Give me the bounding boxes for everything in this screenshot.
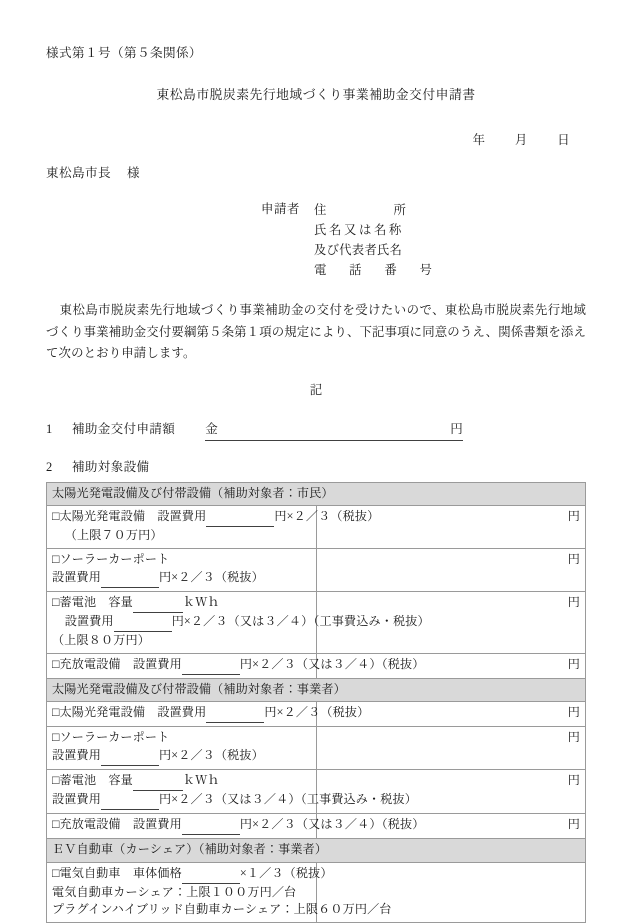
equipment-description-cell: [47, 702, 370, 727]
equipment-description-cell: [47, 727, 317, 770]
equipment-group-header: 太陽光発電設備及び付帯設備（補助対象者：市民）: [47, 482, 586, 506]
equipment-group-header: ＥＶ自動車（カーシェア）（補助対象者：事業者）: [47, 838, 586, 862]
equipment-text: 円×２／３（又は３／４）（工事費込み・税抜）: [171, 613, 430, 628]
equipment-text: □充放電設備 設置費用: [52, 656, 182, 671]
equipment-detail-line: [52, 527, 311, 545]
equipment-amount-cell[interactable]: 円: [316, 592, 586, 654]
equipment-row: [47, 770, 586, 814]
equipment-detail-line: [52, 884, 311, 902]
item-1-subsidy-amount: [46, 420, 586, 441]
addressee-name: 東松島市長: [46, 165, 111, 180]
equipment-text: 設置費用: [64, 613, 114, 628]
equipment-text: □蓄電池 容量: [52, 773, 133, 788]
fill-in-blank[interactable]: [101, 791, 159, 810]
equipment-text: 円×２／３（又は３／４）（工事費込み・税抜）: [158, 792, 418, 807]
equipment-text: 円×２／３（又は３／４）（税抜）: [239, 656, 425, 671]
date-year-label: 年: [472, 133, 486, 148]
equipment-text: 円×２／３（税抜）: [274, 509, 380, 524]
equipment-description-cell: [47, 653, 425, 678]
equipment-checkbox-line[interactable]: [52, 551, 311, 569]
equipment-description-cell: [47, 592, 430, 654]
equipment-checkbox-line[interactable]: [52, 772, 311, 791]
equipment-group-header: 太陽光発電設備及び付帯設備（補助対象者：事業者）: [47, 678, 586, 702]
equipment-row: [47, 862, 586, 923]
equipment-text: ｋＷｈ: [182, 595, 220, 610]
equipment-text: □電気自動車 車体価格: [52, 865, 182, 880]
equipment-text: 設置費用: [52, 792, 101, 807]
date-line: [46, 131, 586, 150]
amount-prefix: 金: [205, 421, 219, 436]
equipment-checkbox-line[interactable]: [52, 816, 425, 835]
document-title: 東松島市脱炭素先行地域づくり事業補助金交付申請書: [156, 87, 476, 102]
subsidy-amount-field[interactable]: [205, 420, 463, 441]
equipment-group-header-row: [47, 838, 586, 862]
equipment-text: 円×２／３（税抜）: [158, 748, 264, 763]
equipment-detail-line: [52, 791, 418, 810]
amount-unit: 円: [450, 421, 464, 436]
equipment-text: 円×２／３（税抜）: [158, 570, 264, 585]
body-paragraph-text: 東松島市脱炭素先行地域づくり事業補助金の交付を受けたいので、東松島市脱炭素先行地域づくり事業補助金交付要綱第５条第１項の規定により、下記事項に同意のうえ、関係書類を添えて次のとおり申請します。: [46, 303, 586, 361]
equipment-group-header-row: [47, 482, 586, 506]
equipment-checkbox-line[interactable]: [52, 729, 311, 747]
equipment-detail-line: [52, 747, 311, 766]
item-2-eligible-equipment: [46, 458, 586, 477]
fill-in-blank[interactable]: [182, 656, 240, 675]
applicant-block: [46, 200, 586, 280]
fill-in-blank[interactable]: [182, 816, 240, 835]
equipment-row: [47, 506, 586, 549]
equipment-text: 電気自動車カーシェア：上限１００万円／台: [52, 884, 297, 899]
equipment-checkbox-line[interactable]: [52, 594, 311, 613]
equipment-detail-line: [52, 901, 392, 919]
date-day-label: 日: [557, 133, 570, 148]
equipment-detail-line: [52, 632, 311, 650]
equipment-text: ×１／３（税抜）: [239, 865, 333, 880]
equipment-text: 円×２／３（税抜）: [264, 705, 370, 720]
equipment-text: ｋＷｈ: [182, 773, 220, 788]
equipment-description-cell: [47, 549, 317, 592]
equipment-text: （上限８０万円）: [52, 632, 150, 647]
applicant-label: 申請者: [261, 202, 300, 217]
equipment-description-cell: [47, 813, 425, 838]
equipment-row: [47, 653, 586, 678]
equipment-amount-cell[interactable]: 円: [316, 549, 586, 592]
equipment-detail-line: [52, 613, 430, 632]
equipment-checkbox-line[interactable]: [52, 704, 370, 723]
equipment-row: [47, 813, 586, 838]
fill-in-blank[interactable]: [133, 772, 183, 791]
equipment-detail-line: [52, 569, 311, 588]
equipment-group-header-row: [47, 678, 586, 702]
applicant-field-name: 氏名又は名称: [313, 223, 404, 238]
item-1-label: 補助金交付申請額: [72, 421, 176, 436]
equipment-checkbox-line[interactable]: [52, 656, 425, 675]
equipment-row: [47, 592, 586, 654]
item-1-number: 1: [46, 421, 53, 436]
addressee-line: [46, 164, 586, 184]
body-paragraph: [46, 300, 586, 364]
applicant-field-address: 住 所: [313, 203, 414, 218]
fill-in-blank[interactable]: [182, 865, 240, 884]
fill-in-blank[interactable]: [101, 747, 159, 766]
equipment-table: [46, 482, 586, 923]
equipment-amount-cell[interactable]: 円: [316, 727, 586, 770]
item-2-number: 2: [46, 460, 53, 475]
equipment-text: □ソーラーカーポート: [52, 730, 170, 745]
fill-in-blank[interactable]: [206, 704, 264, 723]
equipment-amount-cell[interactable]: 円: [316, 506, 586, 549]
equipment-row: [47, 702, 586, 727]
equipment-amount-cell[interactable]: 円: [316, 702, 586, 727]
date-month-label: 月: [514, 133, 528, 148]
equipment-text: □太陽光発電設備 設置費用: [52, 509, 207, 524]
equipment-text: （上限７０万円）: [64, 528, 163, 543]
equipment-checkbox-line[interactable]: [52, 508, 380, 527]
equipment-amount-cell[interactable]: 円: [316, 653, 586, 678]
equipment-row: [47, 549, 586, 592]
applicant-field-representative: 及び代表者氏名: [313, 243, 403, 258]
equipment-description-cell: [47, 506, 380, 549]
equipment-checkbox-line[interactable]: [52, 865, 333, 884]
equipment-text: □ソーラーカーポート: [52, 552, 170, 567]
equipment-text: 円×２／３（又は３／４）（税抜）: [239, 816, 425, 831]
equipment-text: □充放電設備 設置費用: [52, 816, 182, 831]
applicant-field-list: [313, 200, 438, 280]
item-2-label: 補助対象設備: [72, 460, 150, 475]
form-number: 様式第１号（第５条関係）: [46, 46, 202, 60]
equipment-amount-cell[interactable]: 円: [316, 770, 586, 814]
fill-in-blank[interactable]: [206, 508, 274, 527]
equipment-description-cell: [47, 862, 392, 923]
equipment-text: □蓄電池 容量: [52, 595, 133, 610]
equipment-text: 設置費用: [52, 748, 101, 763]
addressee-honorific: 様: [126, 165, 140, 180]
equipment-description-cell: [47, 770, 418, 814]
fill-in-blank[interactable]: [133, 594, 183, 613]
fill-in-blank[interactable]: [114, 613, 172, 632]
equipment-table-body: [47, 482, 586, 923]
equipment-row: [47, 727, 586, 770]
equipment-text: 設置費用: [52, 570, 101, 585]
document-content: [46, 44, 586, 923]
fill-in-blank[interactable]: [101, 569, 159, 588]
applicant-field-phone: 電 話 番 号: [313, 263, 438, 278]
equipment-text: プラグインハイブリッド自動車カーシェア：上限６０万円／台: [52, 902, 392, 917]
equipment-amount-cell[interactable]: 円: [316, 813, 586, 838]
equipment-text: □太陽光発電設備 設置費用: [52, 705, 207, 720]
ki-marker: 記: [309, 383, 323, 398]
